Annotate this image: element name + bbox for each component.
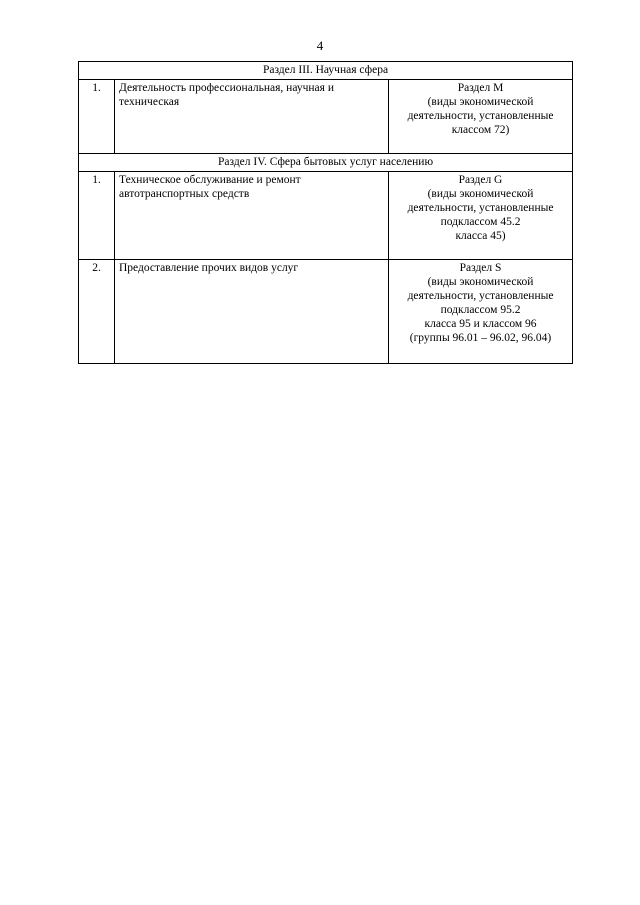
code-line: Раздел G xyxy=(458,174,503,186)
row-number: 2. xyxy=(79,260,115,364)
table-row xyxy=(79,172,573,260)
page-number: 4 xyxy=(316,38,324,53)
row-number: 1. xyxy=(79,172,115,260)
code-line: подклассом 45.2 xyxy=(440,216,521,228)
activity-name: Техническое обслуживание и ремонт автотранспортных средств xyxy=(115,172,389,260)
code-line: Раздел S xyxy=(459,262,502,274)
code-line: подклассом 95.2 xyxy=(440,304,521,316)
code-line: деятельности, установленные xyxy=(407,202,554,214)
code-line: Раздел M xyxy=(457,82,504,94)
section-header: Раздел IV. Сфера бытовых услуг населению xyxy=(79,154,573,172)
code-line: деятельности, установленные xyxy=(407,110,554,122)
code-line: (виды экономической xyxy=(427,188,534,200)
table-row xyxy=(79,260,573,364)
code-line: деятельности, установленные xyxy=(407,290,554,302)
code-line: (виды экономической xyxy=(427,96,534,108)
classification-table xyxy=(78,61,573,364)
activity-name: Предоставление прочих видов услуг xyxy=(115,260,389,364)
section-header-row xyxy=(79,62,573,80)
activity-code xyxy=(389,172,573,260)
row-number: 1. xyxy=(79,80,115,154)
code-line: класса 45) xyxy=(455,230,506,242)
table-row xyxy=(79,80,573,154)
code-line: классом 72) xyxy=(451,124,510,136)
code-line: (виды экономической xyxy=(427,276,534,288)
activity-name: Деятельность профессиональная, научная и техническая xyxy=(115,80,389,154)
section-header-row xyxy=(79,154,573,172)
section-header: Раздел III. Научная сфера xyxy=(79,62,573,80)
code-line: класса 95 и классом 96 xyxy=(424,318,537,330)
code-line: (группы 96.01 – 96.02, 96.04) xyxy=(409,332,552,344)
activity-code xyxy=(389,260,573,364)
activity-code xyxy=(389,80,573,154)
